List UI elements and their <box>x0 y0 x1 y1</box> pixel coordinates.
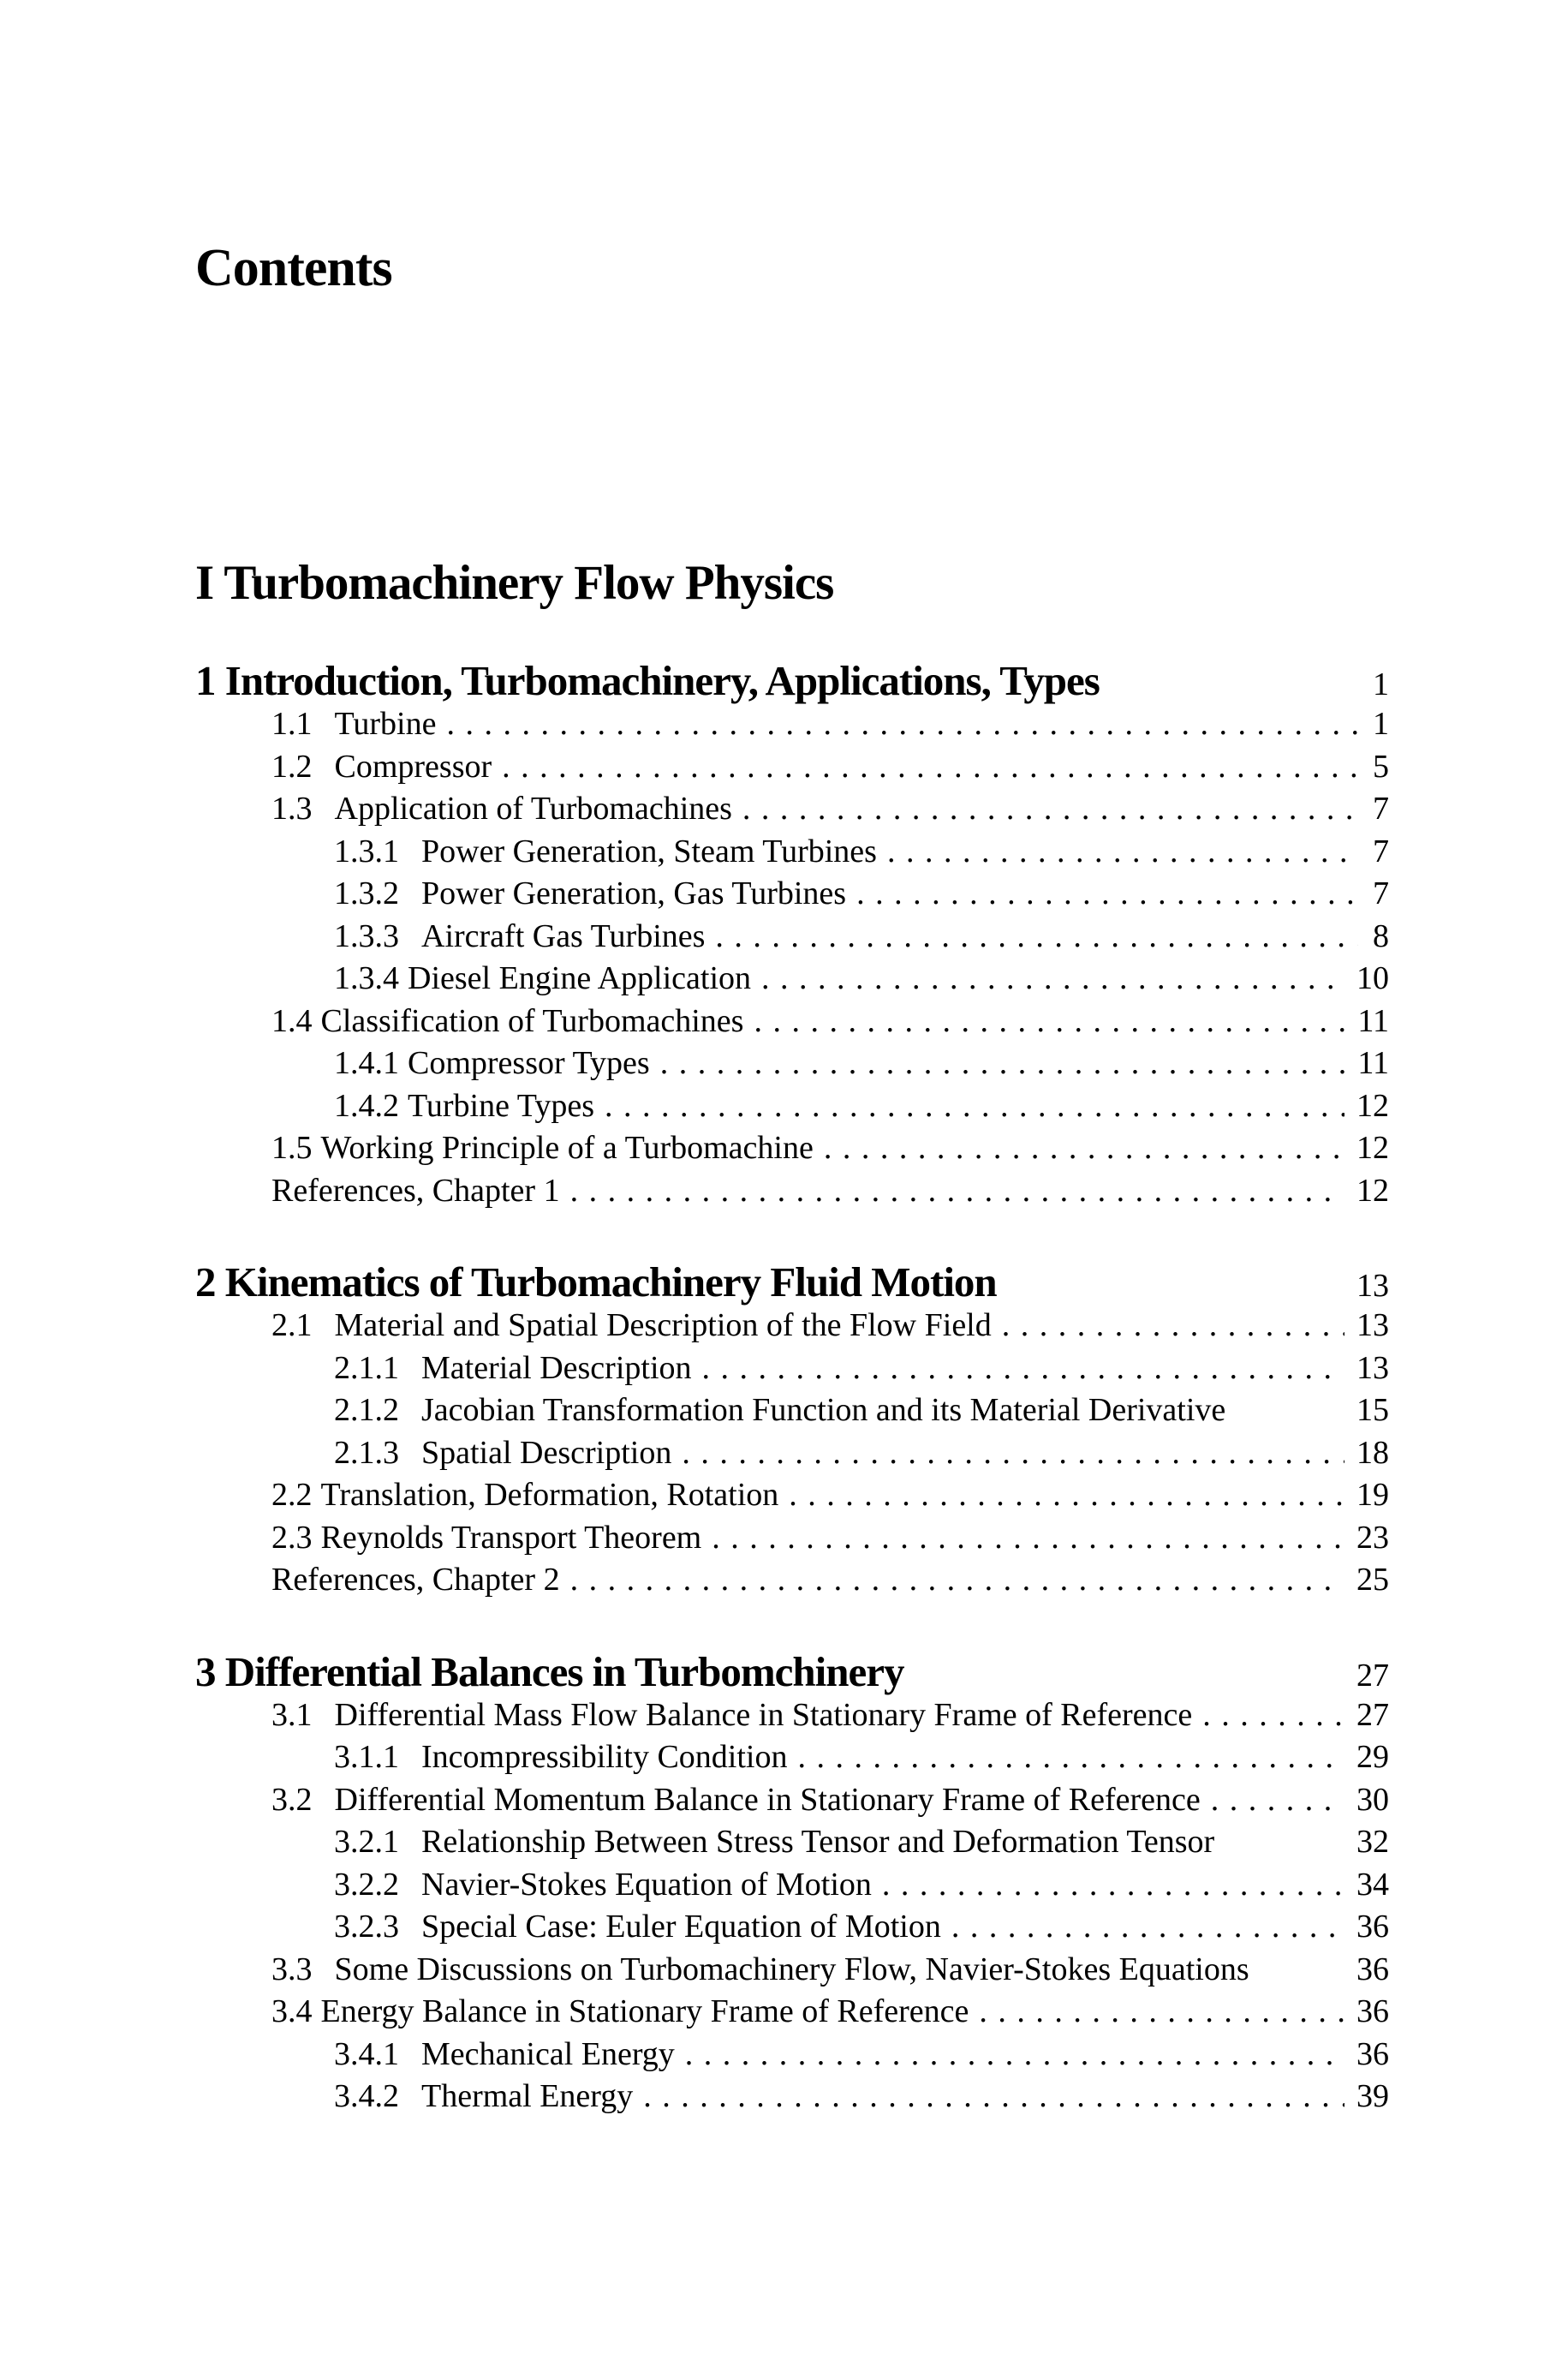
toc-entry[interactable] <box>195 788 1389 831</box>
dot-leader <box>754 1001 1345 1043</box>
chapter-title: 2 Kinematics of Turbomachinery Fluid Motion <box>195 1258 997 1306</box>
section-title: Thermal Energy <box>421 2078 634 2114</box>
page-number: 12 <box>1356 1087 1389 1124</box>
dot-leader <box>685 2034 1344 2076</box>
toc-entry-references[interactable] <box>195 1170 1389 1213</box>
section-number: 1.1 <box>271 706 313 742</box>
page-number: 36 <box>1356 1951 1389 1987</box>
page-number: 12 <box>1356 1172 1389 1209</box>
chapter-title: 3 Differential Balances in Turbomchinery <box>195 1647 904 1695</box>
dot-leader <box>951 1906 1344 1949</box>
section-number: 1.3.1 <box>334 833 399 869</box>
section-number: 1.2 <box>271 748 313 785</box>
dot-leader <box>605 1085 1344 1128</box>
section-number: 1.4 <box>271 1002 313 1039</box>
dot-leader <box>856 873 1358 916</box>
section-title: Differential Momentum Balance in Stationary Frame of Reference <box>334 1781 1201 1818</box>
section-title: References, Chapter 2 <box>271 1562 560 1598</box>
section-title: Material Description <box>421 1349 692 1386</box>
toc-entry[interactable] <box>195 2076 1389 2118</box>
page-number: 8 <box>1373 917 1389 954</box>
section-title: Navier-Stokes Equation of Motion <box>421 1866 872 1903</box>
section-number: 1.3.4 <box>334 960 399 996</box>
toc-entry[interactable] <box>195 746 1389 789</box>
section-number: 2.1.1 <box>334 1349 399 1386</box>
section-number: 3.2.2 <box>334 1866 399 1903</box>
page-number: 5 <box>1373 748 1389 785</box>
page-number: 19 <box>1356 1477 1389 1513</box>
section-title: Mechanical Energy <box>421 2035 675 2072</box>
section-title: Special Case: Euler Equation of Motion <box>421 1909 941 1945</box>
chapter-page-number: 1 <box>1373 666 1389 702</box>
dot-leader <box>715 916 1358 959</box>
toc-entry[interactable] <box>195 1001 1389 1043</box>
page-number: 11 <box>1357 1045 1389 1081</box>
part-title: I Turbomachinery Flow Physics <box>195 556 834 610</box>
toc-entry[interactable] <box>195 2034 1389 2076</box>
toc-entry[interactable] <box>195 1305 1389 1347</box>
chapter-page-number: 27 <box>1356 1657 1389 1694</box>
dot-leader <box>570 1559 1344 1602</box>
section-title: Diesel Engine Application <box>408 960 752 996</box>
chapter-heading[interactable] <box>195 1649 1389 1694</box>
section-number: 2.1.3 <box>334 1434 399 1471</box>
section-title: Jacobian Transformation Function and its Material Derivative <box>421 1392 1226 1428</box>
dot-leader <box>882 1864 1344 1907</box>
section-number: 1.5 <box>271 1130 313 1166</box>
section-title: Material and Spatial Description of the Flow Field <box>334 1307 992 1343</box>
section-number: 1.4.1 <box>334 1045 399 1081</box>
dot-leader <box>660 1043 1346 1085</box>
section-number: 2.1.2 <box>334 1392 399 1428</box>
dot-leader <box>570 1170 1344 1213</box>
section-title: Relationship Between Stress Tensor and Deformation Tensor <box>421 1824 1215 1860</box>
section-number: 3.4.1 <box>334 2035 399 2072</box>
dot-leader <box>797 1736 1344 1779</box>
section-title: Working Principle of a Turbomachine <box>320 1130 814 1166</box>
page-number: 1 <box>1373 706 1389 742</box>
toc-entry[interactable] <box>195 958 1389 1001</box>
section-number: 1.3 <box>271 791 313 827</box>
page-number: 7 <box>1373 833 1389 869</box>
section-number: 3.4 <box>271 1993 313 2029</box>
toc-entry[interactable] <box>195 1127 1389 1170</box>
section-title: Power Generation, Gas Turbines <box>421 875 847 911</box>
section-title: Translation, Deformation, Rotation <box>320 1477 779 1513</box>
toc-entry[interactable] <box>195 1779 1389 1822</box>
page-number: 27 <box>1356 1696 1389 1733</box>
section-title: Aircraft Gas Turbines <box>421 917 706 954</box>
dot-leader <box>789 1474 1344 1517</box>
section-number: 1.3.3 <box>334 917 399 954</box>
chapter-heading[interactable] <box>195 1259 1389 1305</box>
dot-leader <box>712 1517 1344 1560</box>
section-title: Reynolds Transport Theorem <box>320 1519 702 1556</box>
section-title: Classification of Turbomachines <box>320 1002 744 1039</box>
page-number: 23 <box>1356 1519 1389 1556</box>
chapter-1 <box>195 658 1389 1212</box>
section-number: 3.2 <box>271 1781 313 1818</box>
toc-entry[interactable] <box>195 1043 1389 1085</box>
section-number: 1.4.2 <box>334 1087 399 1124</box>
chapter-title: 1 Introduction, Turbomachinery, Applications, Types <box>195 657 1100 704</box>
section-number: 2.2 <box>271 1477 313 1513</box>
dot-leader <box>1202 1694 1344 1737</box>
section-title: References, Chapter 1 <box>271 1172 560 1209</box>
page-number: 7 <box>1373 875 1389 911</box>
dot-leader <box>761 958 1344 1001</box>
dot-leader <box>643 2076 1344 2118</box>
section-title: Power Generation, Steam Turbines <box>421 833 877 869</box>
page-number: 36 <box>1356 1909 1389 1945</box>
toc-entry[interactable] <box>195 1517 1389 1560</box>
dot-leader <box>502 746 1358 789</box>
chapter-3 <box>195 1649 1389 2118</box>
page-number: 11 <box>1357 1002 1389 1039</box>
chapter-2 <box>195 1259 1389 1602</box>
section-number: 3.4.2 <box>334 2078 399 2114</box>
section-number: 3.1 <box>271 1696 313 1733</box>
page-number: 32 <box>1356 1824 1389 1860</box>
toc-entry[interactable] <box>195 916 1389 959</box>
dot-leader <box>702 1347 1344 1390</box>
toc-entry[interactable] <box>195 1949 1389 1992</box>
dot-leader <box>446 703 1358 746</box>
toc-entry[interactable] <box>195 1906 1389 1949</box>
toc-entry[interactable] <box>195 1347 1389 1390</box>
dot-leader <box>682 1432 1344 1475</box>
page-title: Contents <box>195 239 392 297</box>
dot-leader <box>1211 1779 1344 1822</box>
dot-leader <box>979 1991 1344 2034</box>
dot-leader <box>742 788 1358 831</box>
toc-entry[interactable] <box>195 1085 1389 1128</box>
section-number: 3.1.1 <box>334 1739 399 1775</box>
section-number: 3.2.1 <box>334 1824 399 1860</box>
page-number: 7 <box>1373 791 1389 827</box>
section-number: 3.2.3 <box>334 1909 399 1945</box>
dot-leader <box>887 831 1358 874</box>
page-number: 18 <box>1356 1434 1389 1471</box>
section-title: Compressor Types <box>408 1045 650 1081</box>
page-number: 36 <box>1356 2035 1389 2072</box>
toc-entry[interactable] <box>195 1389 1389 1432</box>
toc-entry[interactable] <box>195 1821 1389 1864</box>
table-of-contents <box>195 658 1389 2118</box>
page-number: 13 <box>1356 1349 1389 1386</box>
page-number: 12 <box>1356 1130 1389 1166</box>
section-title: Differential Mass Flow Balance in Stationary Frame of Reference <box>334 1696 1193 1733</box>
page-number: 34 <box>1356 1866 1389 1903</box>
section-title: Energy Balance in Stationary Frame of Reference <box>320 1993 969 2029</box>
page-number: 30 <box>1356 1781 1389 1818</box>
section-number: 3.3 <box>271 1951 313 1987</box>
section-title: Turbine <box>334 706 437 742</box>
page-number: 13 <box>1356 1307 1389 1343</box>
page-number: 36 <box>1356 1993 1389 2029</box>
page-number: 39 <box>1356 2078 1389 2114</box>
dot-leader <box>1002 1305 1344 1347</box>
toc-entry[interactable] <box>195 1991 1389 2034</box>
toc-entry[interactable] <box>195 831 1389 874</box>
toc-entry[interactable] <box>195 873 1389 916</box>
section-title: Turbine Types <box>408 1087 594 1124</box>
page-number: 10 <box>1356 960 1389 996</box>
chapter-page-number: 13 <box>1356 1268 1389 1304</box>
toc-entry[interactable] <box>195 703 1389 746</box>
page-number: 29 <box>1356 1739 1389 1775</box>
toc-entry-references[interactable] <box>195 1559 1389 1602</box>
toc-entry[interactable] <box>195 1432 1389 1475</box>
chapter-heading[interactable] <box>195 658 1389 703</box>
page-number: 15 <box>1356 1392 1389 1428</box>
section-title: Some Discussions on Turbomachinery Flow, Navier-Stokes Equations <box>334 1951 1249 1987</box>
section-number: 1.3.2 <box>334 875 399 911</box>
section-number: 2.1 <box>271 1307 313 1343</box>
section-title: Spatial Description <box>421 1434 672 1471</box>
section-number: 2.3 <box>271 1519 313 1556</box>
section-title: Incompressibility Condition <box>421 1739 788 1775</box>
toc-entry[interactable] <box>195 1736 1389 1779</box>
dot-leader <box>824 1127 1344 1170</box>
toc-entry[interactable] <box>195 1474 1389 1517</box>
toc-entry[interactable] <box>195 1864 1389 1907</box>
section-title: Compressor <box>334 748 492 785</box>
toc-entry[interactable] <box>195 1694 1389 1737</box>
section-title: Application of Turbomachines <box>334 791 732 827</box>
page-number: 25 <box>1356 1562 1389 1598</box>
